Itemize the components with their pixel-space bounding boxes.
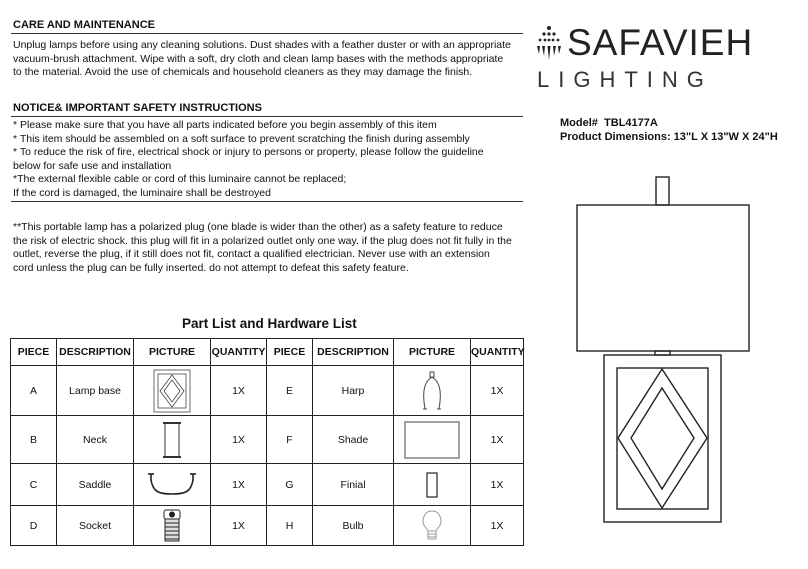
col-header: PICTURE: [134, 339, 211, 366]
piece-cell: C: [11, 464, 57, 506]
parts-table: [10, 338, 524, 546]
model-number: TBL4177A: [604, 117, 658, 129]
quantity-cell: 1X: [471, 506, 524, 546]
quantity-cell: 1X: [471, 464, 524, 506]
notice-heading: NOTICE& IMPORTANT SAFETY INSTRUCTIONS: [13, 102, 262, 114]
product-dimensions: Product Dimensions: 13"L X 13"W X 24"H: [560, 131, 778, 143]
model-info: [560, 116, 778, 144]
col-header: PICTURE: [394, 339, 471, 366]
piece-cell: D: [11, 506, 57, 546]
finial-icon: [424, 471, 440, 499]
care-heading: CARE AND MAINTENANCE: [13, 19, 155, 31]
piece-cell: B: [11, 416, 57, 464]
care-text: [13, 39, 511, 80]
quantity-cell: 1X: [211, 366, 267, 416]
col-header: PIECE: [267, 339, 313, 366]
picture-cell: [134, 506, 211, 546]
col-header: QUANTITY: [471, 339, 524, 366]
plug-line: **This portable lamp has a polarized plug (one blade is wider than the other) as a safety feature to reduce: [13, 221, 503, 233]
parts-table-title: Part List and Hardware List: [182, 316, 357, 331]
table-row: [11, 464, 524, 506]
notice-bottom-divider: [11, 201, 523, 202]
notice-line: If the cord is damaged, the luminaire shall be destroyed: [13, 186, 271, 199]
quantity-cell: 1X: [211, 416, 267, 464]
bulb-icon: [421, 509, 443, 543]
care-line: Unplug lamps before using any cleaning solutions. Dust shades with a feather duster or with an appropriate: [13, 39, 511, 51]
picture-cell: [134, 416, 211, 464]
description-cell: Shade: [313, 416, 394, 464]
care-line: to the material. Avoid the use of chemicals and household cleaners as they may damage the finish.: [13, 66, 473, 79]
description-cell: Saddle: [57, 464, 134, 506]
harp-icon: [420, 371, 444, 411]
description-cell: Finial: [313, 464, 394, 506]
picture-cell: [394, 416, 471, 464]
quantity-cell: 1X: [211, 464, 267, 506]
quantity-cell: 1X: [471, 416, 524, 464]
picture-cell: [394, 366, 471, 416]
description-cell: Socket: [57, 506, 134, 546]
table-header-row: [11, 339, 524, 366]
brand-sub: LIGHTING: [537, 67, 713, 92]
brand-logo: SAFAVIEH: [567, 22, 754, 63]
picture-cell: [134, 464, 211, 506]
notice-line: * To reduce the risk of fire, electrical shock or injury to persons or property, please follow the guideline: [13, 146, 484, 159]
plug-text: [13, 221, 512, 275]
notice-line: * Please make sure that you have all parts indicated before you begin assembly of this item: [13, 119, 437, 131]
description-cell: Bulb: [313, 506, 394, 546]
lamp-drawing: [560, 170, 800, 555]
saddle-icon: [147, 470, 197, 500]
description-cell: Lamp base: [57, 366, 134, 416]
model-label: Model#: [560, 117, 598, 129]
plug-line: cord unless the plug can be fully inserted. do not attempt to defeat this safety feature.: [13, 261, 409, 274]
piece-cell: F: [267, 416, 313, 464]
notice-text: [13, 119, 484, 201]
quantity-cell: 1X: [471, 366, 524, 416]
socket-icon: [161, 508, 183, 544]
piece-cell: A: [11, 366, 57, 416]
plug-line: outlet, reverse the plug, if it still does not fit, contact a qualified electrician. Never use with an extension: [13, 248, 490, 261]
col-header: DESCRIPTION: [313, 339, 394, 366]
plug-line: the risk of electric shock. this plug will fit in a polarized outlet only one way. if the plug does not fit fully in the: [13, 234, 512, 247]
neck-icon: [160, 421, 184, 459]
chandelier-logo-icon: [534, 24, 564, 64]
shade-icon: [403, 420, 461, 460]
piece-cell: H: [267, 506, 313, 546]
col-header: DESCRIPTION: [57, 339, 134, 366]
care-line: vacuum-brush attachment. Wipe with a soft, dry cloth and clean lamp bases with the methods appropriate: [13, 52, 504, 65]
care-divider: [11, 33, 523, 34]
piece-cell: G: [267, 464, 313, 506]
description-cell: Harp: [313, 366, 394, 416]
description-cell: Neck: [57, 416, 134, 464]
lamp-base-icon: [151, 369, 193, 413]
quantity-cell: 1X: [211, 506, 267, 546]
picture-cell: [134, 366, 211, 416]
table-row: [11, 506, 524, 546]
col-header: QUANTITY: [211, 339, 267, 366]
notice-line: below for safe use and installation: [13, 159, 172, 172]
notice-line: * This item should be assembled on a soft surface to prevent scratching the finish during assembly: [13, 132, 470, 145]
table-row: [11, 416, 524, 464]
piece-cell: E: [267, 366, 313, 416]
col-header: PIECE: [11, 339, 57, 366]
picture-cell: [394, 464, 471, 506]
picture-cell: [394, 506, 471, 546]
notice-divider: [11, 116, 523, 117]
table-row: [11, 366, 524, 416]
notice-line: *The external flexible cable or cord of this luminaire cannot be replaced;: [13, 173, 347, 186]
